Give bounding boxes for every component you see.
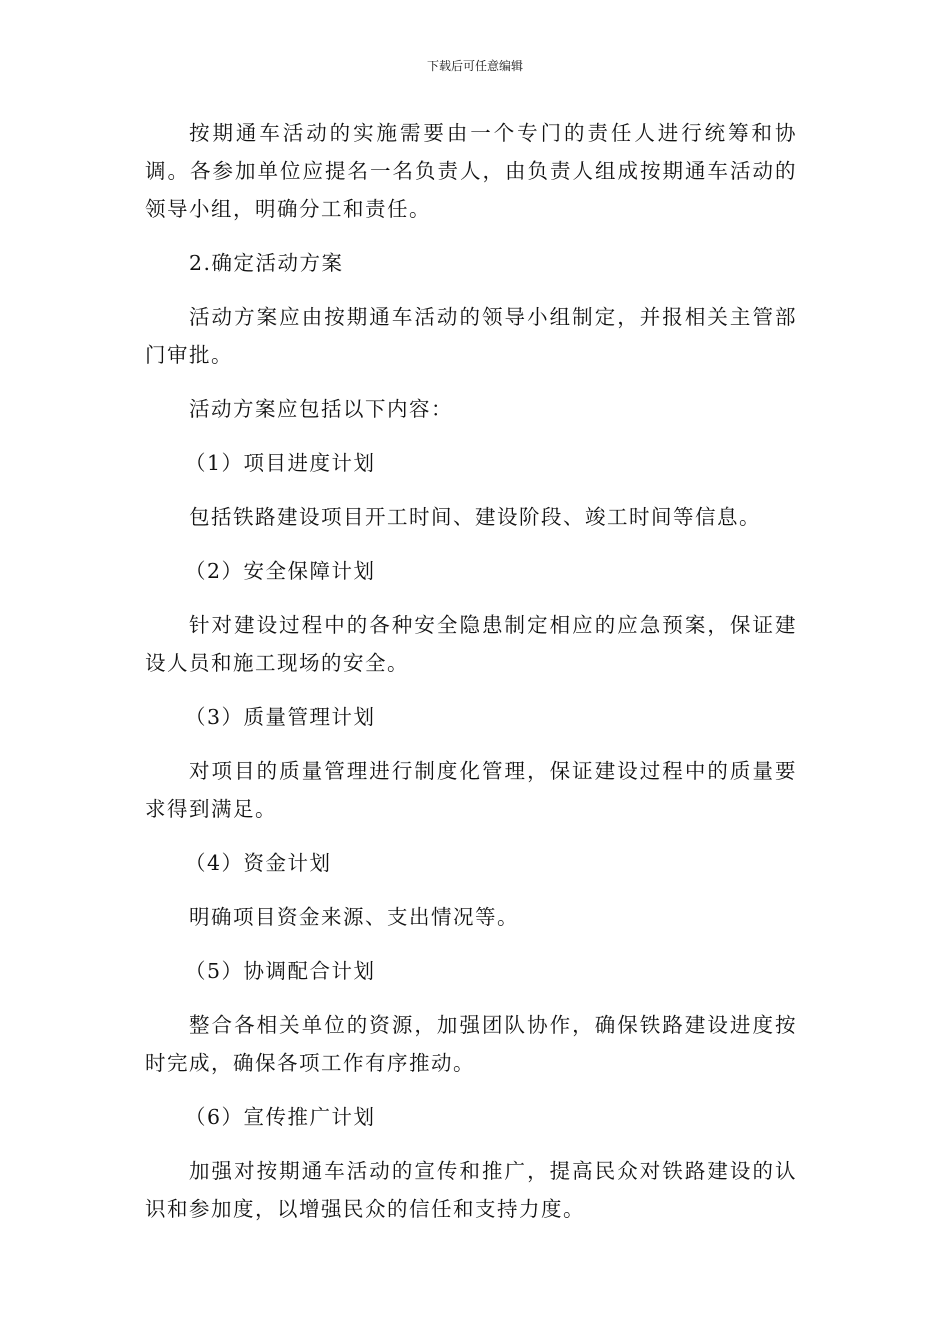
paragraph: 整合各相关单位的资源，加强团队协作，确保铁路建设进度按时完成，确保各项工作有序推动。 — [145, 1013, 797, 1075]
paragraph: 针对建设过程中的各种安全隐患制定相应的应急预案，保证建设人员和施工现场的安全。 — [145, 613, 797, 675]
list-item-heading: （2）安全保障计划 — [185, 559, 376, 583]
list-item-heading: （4）资金计划 — [185, 851, 332, 875]
paragraph: 包括铁路建设项目开工时间、建设阶段、竣工时间等信息。 — [189, 505, 761, 529]
list-item-heading: （5）协调配合计划 — [185, 959, 376, 983]
paragraph: 对项目的质量管理进行制度化管理，保证建设过程中的质量要求得到满足。 — [145, 759, 797, 821]
paragraph: 明确项目资金来源、支出情况等。 — [189, 905, 519, 929]
paragraph: 加强对按期通车活动的宣传和推广，提高民众对铁路建设的认识和参加度，以增强民众的信任和支持力度。 — [145, 1159, 797, 1221]
paragraph: 活动方案应包括以下内容： — [189, 397, 453, 421]
document-body — [145, 114, 797, 1244]
page-header: 下载后可任意编辑 — [426, 59, 523, 73]
list-item-heading: （3）质量管理计划 — [185, 705, 376, 729]
section-heading: 2.确定活动方案 — [189, 251, 344, 275]
list-item-heading: （6）宣传推广计划 — [185, 1105, 376, 1129]
paragraph: 活动方案应由按期通车活动的领导小组制定，并报相关主管部门审批。 — [145, 305, 797, 367]
paragraph: 按期通车活动的实施需要由一个专门的责任人进行统筹和协调。各参加单位应提名一名负责人，由负责人组成按期通车活动的领导小组，明确分工和责任。 — [145, 121, 797, 221]
list-item-heading: （1）项目进度计划 — [185, 451, 376, 475]
